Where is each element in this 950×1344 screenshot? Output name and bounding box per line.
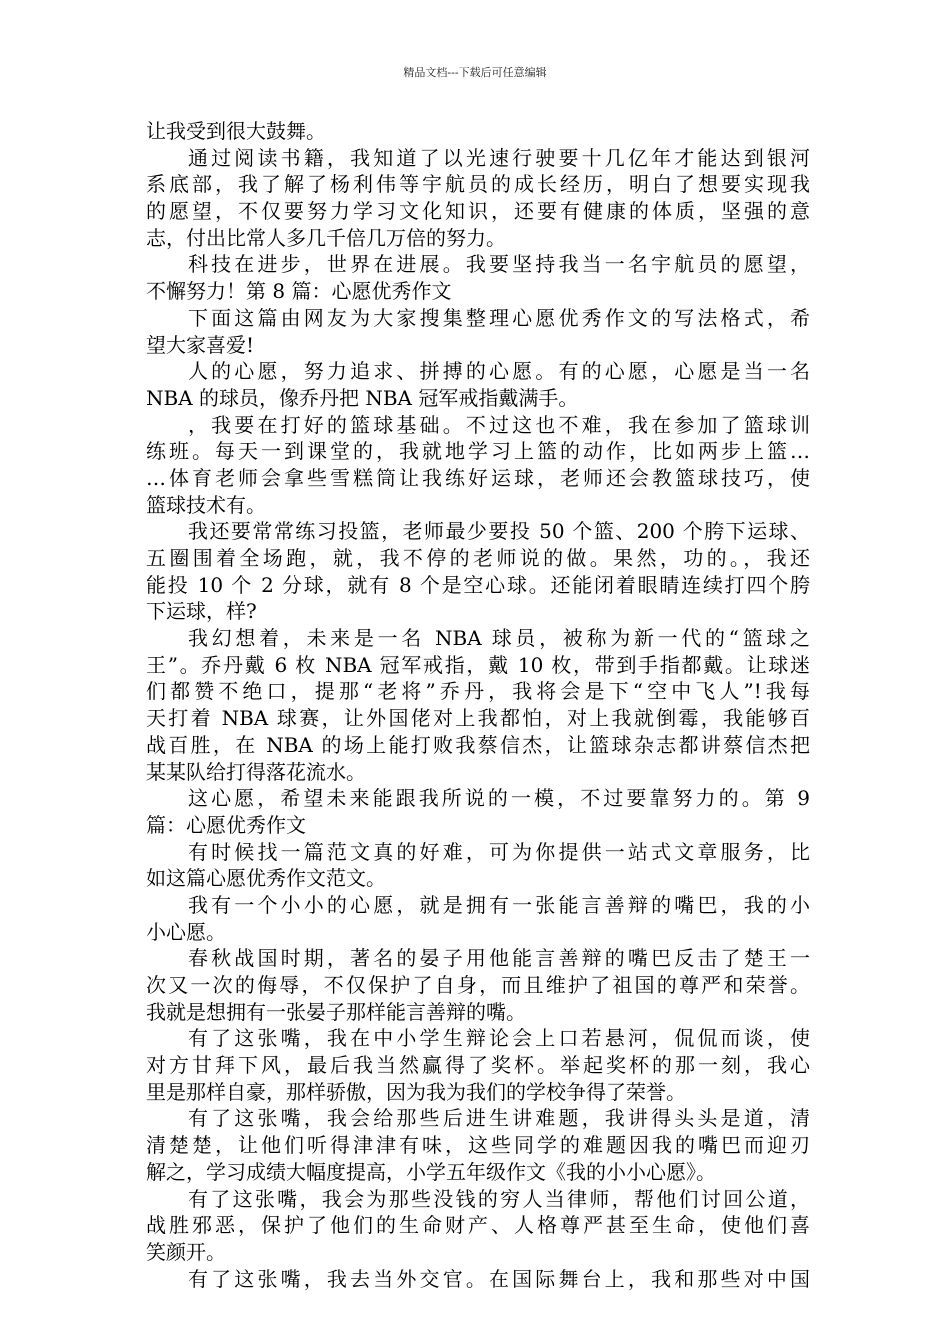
text-line: 某某队给打得落花流水。 [146,759,366,784]
text-line: 有了这张嘴，我在中小学生辩论会上口若悬河，侃侃而谈，使 [188,1026,810,1051]
text-line: 通过阅读书籍，我知道了以光速行驶要十几亿年才能达到银河 [188,145,810,170]
document-body [146,118,810,1292]
text-line: 对方甘拜下风，最后我当然赢得了奖杯。举起奖杯的那一刻，我心 [146,1053,810,1078]
text-line: 有了这张嘴，我会为那些没钱的穷人当律师，帮他们讨回公道， [188,1186,810,1211]
text-line: 王”。乔丹戴 6 枚 NBA 冠军戒指，戴 10 枚，带到手指都戴。让球迷 [146,652,810,677]
text-line: 有了这张嘴，我去当外交官。在国际舞台上，我和那些对中国 [188,1266,810,1291]
text-line: 春秋战国时期，著名的晏子用他能言善辩的嘴巴反击了楚王一 [188,946,810,971]
text-line: 里是那样自豪，那样骄傲，因为我为我们的学校争得了荣誉。 [146,1079,686,1104]
text-line: 战百胜，在 NBA 的场上能打败我蔡信杰，让篮球杂志都讲蔡信杰把 [146,732,810,757]
text-line: 解之，学习成绩大幅度提高，小学五年级作文《我的小小心愿》。 [146,1159,716,1184]
text-line: 望大家喜爱! [146,332,255,357]
text-line: ，我要在打好的篮球基础。不过这也不难，我在参加了篮球训 [188,412,810,437]
text-line: NBA 的球员，像乔丹把 NBA 冠军戒指戴满手。 [146,385,579,410]
text-line: 战胜邪恶，保护了他们的生命财产、人格尊严甚至生命，使他们喜 [146,1213,810,1238]
text-line: 下面这篇由网友为大家搜集整理心愿优秀作文的写法格式，希 [188,305,810,330]
text-line: 清楚楚，让他们听得津津有味，这些同学的难题因我的嘴巴而迎刃 [146,1133,810,1158]
text-line: 练班。每天一到课堂的，我就地学习上篮的动作，比如两步上篮… [146,439,810,464]
text-line: 有了这张嘴，我会给那些后进生讲难题，我讲得头头是道，清 [188,1106,810,1131]
text-line: 下运球，样? [146,599,257,624]
text-line: 让我受到很大鼓舞。 [146,119,326,143]
text-line: 的愿望，不仅要努力学习文化知识，还要有健康的体质，坚强的意 [146,199,810,224]
text-line: 篮球技术有。 [146,492,266,517]
text-line: 我就是想拥有一张晏子那样能言善辩的嘴。 [146,999,526,1024]
text-line: 有时候找一篇范文真的好难，可为你提供一站式文章服务，比 [188,839,810,864]
text-line: 系底部，我了解了杨利伟等宇航员的成长经历，明白了想要实现我 [146,172,810,197]
text-line: 不懈努力！第 8 篇：心愿优秀作文 [146,279,452,304]
text-line: 如这篇心愿优秀作文范文。 [146,866,386,891]
text-line: 能投 10 个 2 分球，就有 8 个是空心球。还能闭着眼睛连续打四个胯 [146,572,810,597]
text-line: 我还要常常练习投篮，老师最少要投 50 个篮、200 个胯下运球、 [188,519,810,544]
text-line: 人的心愿，努力追求、拼搏的心愿。有的心愿，心愿是当一名 [188,359,810,384]
text-line: 笑颜开。 [146,1239,226,1264]
text-line: 这心愿，希望未来能跟我所说的一模，不过要靠努力的。第 9 [188,786,810,811]
text-line: …体育老师会拿些雪糕筒让我练好运球，老师还会教篮球技巧，使 [146,465,810,490]
text-line: 五圈围着全场跑，就，我不停的老师说的做。果然，功的。，我还 [146,546,810,570]
text-line: 篇：心愿优秀作文 [146,812,306,837]
text-line: 我有一个小小的心愿，就是拥有一张能言善辩的嘴巴，我的小 [188,892,810,917]
text-line: 天打着 NBA 球赛，让外国佬对上我都怕，对上我就倒霉，我能够百 [146,706,810,731]
text-line: 次又一次的侮辱，不仅保护了自身，而且维护了祖国的尊严和荣誉。 [146,973,810,997]
text-line: 我幻想着，未来是一名 NBA 球员，被称为新一代的“篮球之 [188,626,810,651]
text-line: 们都赞不绝口，提那“老将”乔丹，我将会是下“空中飞人”!我每 [146,679,810,704]
text-line: 小心愿。 [146,919,226,944]
text-line: 科技在进步，世界在进展。我要坚持我当一名宇航员的愿望， [188,252,810,277]
page-header: 精品文档---下载后可任意编辑 [403,66,547,79]
text-line: 志，付出比常人多几千倍几万倍的努力。 [146,225,506,250]
